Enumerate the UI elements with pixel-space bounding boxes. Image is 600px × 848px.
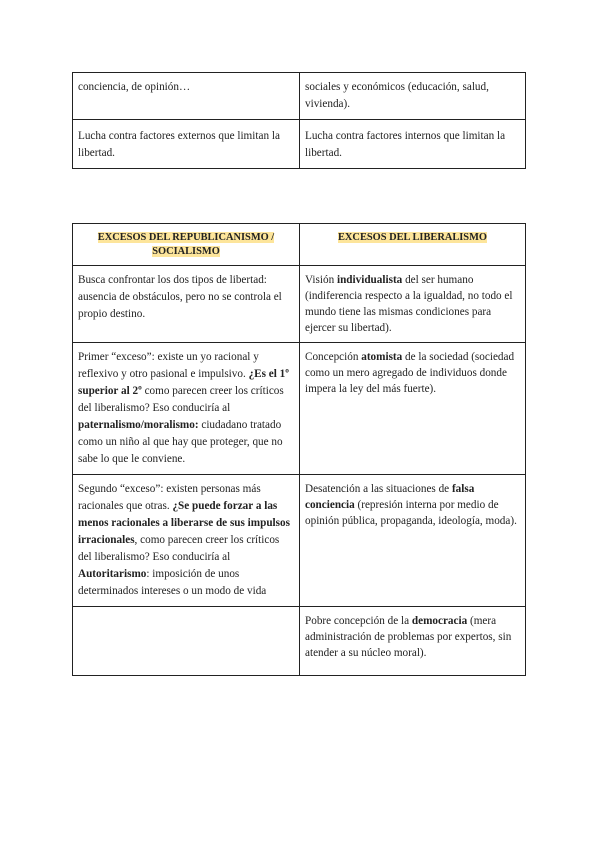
table-cell: Busca confrontar los dos tipos de libertad: ausencia de obstáculos, pero no se controla el propio destino.	[73, 266, 300, 343]
cell-text: (mera administración de problemas por expertos, sin atender a su núcleo moral).	[305, 615, 512, 659]
cell-bold-text: paternalismo/moralismo:	[78, 419, 199, 431]
table-cell	[300, 475, 526, 607]
table-cell-empty	[73, 607, 300, 676]
cell-text: Pobre concepción de la	[305, 615, 412, 627]
table-cell: conciencia, de opinión…	[73, 73, 300, 120]
cell-bold-text: falsa conciencia	[305, 483, 475, 511]
table-cell: Lucha contra factores externos que limitan la libertad.	[73, 120, 300, 169]
highlighted-heading: EXCESOS DEL REPUBLICANISMO / SOCIALISMO	[97, 232, 275, 257]
table-row	[73, 475, 526, 607]
cell-text: Concepción	[305, 351, 362, 363]
cell-bold-text: atomista	[361, 351, 403, 363]
table-row	[73, 266, 526, 343]
cell-text: Segundo “exceso”: existen personas más racionales que otras.	[78, 483, 261, 512]
comparison-table-top	[72, 72, 526, 169]
table-cell: Lucha contra factores internos que limitan la libertad.	[300, 120, 526, 169]
cell-text: Desatención a las situaciones de	[305, 483, 452, 495]
cell-bold-text: Autoritarismo	[78, 568, 147, 580]
header-liberalismo	[300, 224, 526, 266]
table-cell	[300, 343, 526, 475]
cell-text: como parecen creer los críticos del liberalismo? Eso conduciría al	[78, 385, 284, 414]
header-republicanismo	[73, 224, 300, 266]
table-header-row	[73, 224, 526, 266]
table-row	[73, 343, 526, 475]
table-cell: sociales y económicos (educación, salud, vivienda).	[300, 73, 526, 120]
cell-text: (represión interna por medio de opinión pública, propaganda, ideología, moda).	[305, 499, 517, 527]
cell-text: Primer “exceso”: existe un yo racional y reflexivo y otro pasional e impulsivo.	[78, 351, 259, 380]
cell-text: Visión	[305, 274, 337, 286]
highlighted-heading: EXCESOS DEL LIBERALISMO	[338, 232, 487, 243]
table-row	[73, 607, 526, 676]
table-cell	[73, 475, 300, 607]
table-row	[73, 73, 526, 120]
cell-bold-text: democracia	[411, 615, 468, 627]
cell-bold-text: ¿Es el 1º superior al 2º	[78, 368, 289, 397]
table-row	[73, 120, 526, 169]
excesses-table	[72, 223, 526, 676]
cell-text: : imposición de unos determinados intereses o un modo de vida	[78, 568, 267, 597]
cell-text: del ser humano (indiferencia respecto a la igualdad, no todo el mundo tiene las mismas condiciones para ejercer su libertad).	[305, 274, 513, 334]
cell-bold-text: individualista	[336, 274, 403, 286]
table-cell	[73, 343, 300, 475]
cell-bold-text: ¿Se puede forzar a las menos racionales a liberarse de sus impulsos irracionales	[78, 500, 290, 546]
table-cell	[300, 607, 526, 676]
cell-text: de la sociedad (sociedad como un mero agregado de individuos donde impera la ley del más fuerte).	[305, 351, 515, 395]
cell-text: , como parecen creer los críticos del liberalismo? Eso conduciría al	[78, 534, 280, 563]
table-cell	[300, 266, 526, 343]
cell-text: ciudadano tratado como un niño al que hay que proteger, que no sabe lo que le conviene.	[78, 419, 283, 465]
